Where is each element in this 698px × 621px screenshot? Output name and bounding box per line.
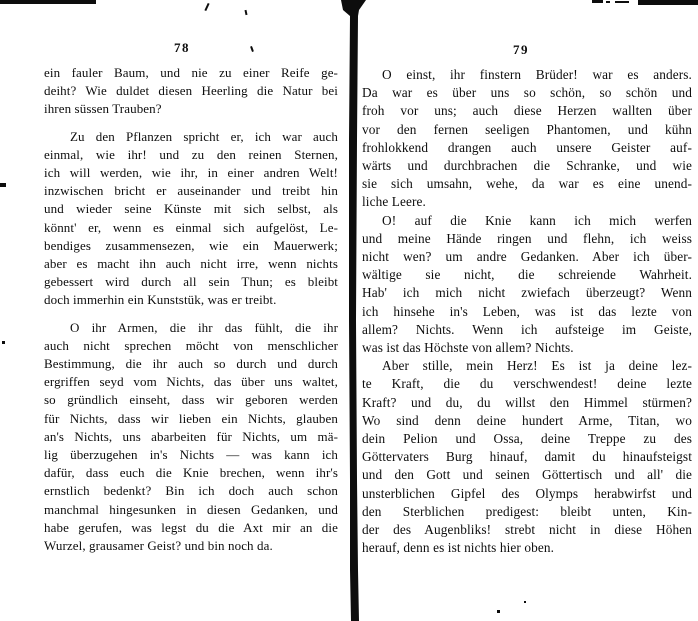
paragraph — [362, 357, 692, 557]
paragraph — [362, 212, 692, 358]
scan-artifact — [592, 0, 603, 3]
text-line: vor den fernen seeligen Phantomen, und kühn — [362, 121, 692, 137]
scan-artifact — [615, 1, 629, 3]
text-line: sie sich umsahn, wehe, da war es eine unend- — [362, 176, 692, 192]
scan-artifact — [2, 341, 5, 344]
text-line: bendiges zusammensezen, wie ein Mauerwerk; — [44, 237, 338, 253]
text-line: O einst, ihr finstern Brüder! war es anders. — [382, 67, 692, 82]
text-line: gebessert wird durch all sein Thun; es bleibt — [44, 274, 338, 290]
text-line: ernstlich bedenkt? Bin ich doch auch schon — [44, 483, 338, 499]
text-line: frohlokkend drangen auch unsere Geister auf- — [362, 139, 692, 155]
text-line: für Nichts, dass wir lieben ein Nichts, glauben — [44, 410, 338, 426]
text-line: und wieder seine Künste mit sich selbst, als — [44, 201, 338, 217]
text-line: doch immerhin ein Kunststük, was er treibt. — [44, 292, 277, 308]
text-line: manchmal hingesunken in diesen Gedanken, und — [44, 501, 338, 517]
paragraph — [44, 319, 338, 556]
scan-artifact — [0, 0, 96, 4]
scan-artifact — [0, 183, 6, 187]
text-line: ein fauler Baum, und nie zu einer Reife ge- — [44, 65, 338, 80]
text-line: lig überzugehen in's Nichts — was kann ich — [44, 447, 338, 463]
page-number: 78 — [174, 40, 190, 55]
page-number: 79 — [513, 42, 529, 57]
text-line: allem? Nichts. Wenn ich aufsteige im Geiste, — [362, 321, 692, 337]
scan-artifact — [638, 0, 698, 5]
text-line: Da war es über uns so schön, so schön und — [362, 85, 692, 101]
text-line: Göttervaters Burg hinauf, damit du hinaufsteigst — [362, 449, 692, 465]
text-line: froh vor uns; auch diese Herzen wallten über — [362, 103, 692, 119]
text-line: Aber stille, mein Herz! Es ist ja deine lez- — [382, 358, 692, 374]
text-line: der des Augenbliks! strebt nicht in diese Höhen — [362, 522, 692, 538]
text-line: te Kraft, die du verschwendest! deine lezte — [362, 376, 692, 392]
scan-artifact — [606, 1, 610, 3]
text-line: Wurzel, grausamer Geist? und bin noch da. — [44, 538, 273, 554]
text-line: herauf, denn es ist nichts hier oben. — [362, 540, 555, 556]
text-line: und meine Hände ringen und flehn, ich weiss — [362, 230, 692, 246]
paragraph — [44, 128, 338, 310]
text-line: Hab' ich mich nicht zwiefach überzeugt? Wenn — [362, 285, 692, 301]
text-line: so gründlich einseht, dass wir geboren werden — [44, 392, 338, 408]
page-text — [362, 66, 692, 557]
scan-artifact — [524, 601, 526, 603]
text-line: nicht wen? um andre Gedanken. Aber ich über- — [362, 249, 692, 265]
page-text — [44, 64, 338, 555]
text-line: ich will werden, wie ihr, in einer andren Welt! — [44, 165, 338, 181]
page-left — [44, 40, 338, 555]
text-line: Bestimmung, die ihr auch so durch und durch — [44, 356, 338, 372]
text-line: unsterblichen Gipfel des Olymps herabwirfst und — [362, 485, 692, 501]
text-line: auch nicht sprechen möcht von menschlicher — [44, 337, 338, 353]
text-line: den Sterblichen predigest: bleibt unten, Kin- — [362, 503, 692, 519]
text-line: an's Nichts, uns abarbeiten für Nichts, um mä- — [44, 428, 338, 444]
text-line: was ist das Höchste von allem? Nichts. — [362, 340, 574, 356]
text-line: dafür, dass euch die Knie brechen, wenn ihr's — [44, 465, 338, 481]
text-line: liche Leere. — [362, 194, 426, 210]
text-line: ergriffen seyd vom Nichts, das über uns waltet, — [44, 374, 338, 390]
text-line: O ihr Armen, die ihr das fühlt, die ihr — [70, 319, 338, 335]
text-line: Zu den Pflanzen spricht er, ich war auch — [70, 128, 338, 144]
text-line: inzwischen bricht er auseinander und treibt hin — [44, 183, 338, 199]
text-line: aber es macht ihn auch nicht irre, wenn nichts — [44, 256, 338, 272]
text-line: wältige sie nicht, die schreiende Wahrheit. — [362, 267, 692, 283]
text-line: Wo sind denn deine hundert Arme, Titan, wo — [362, 412, 692, 428]
text-line: dein Pelion und Ossa, deine Treppe zu des — [362, 431, 692, 447]
page-right — [362, 42, 692, 557]
scan-artifact — [497, 610, 500, 613]
paragraph — [44, 64, 338, 119]
text-line: habe gerufen, was legst du die Axt mir an die — [44, 519, 338, 535]
text-line: einmal, wie ihr! und zu den reinen Sternen, — [44, 146, 338, 162]
text-line: ihren süssen Trauben? — [44, 101, 162, 117]
paragraph — [362, 66, 692, 212]
text-line: und den Gott und seinen Göttertisch und all' die — [362, 467, 692, 483]
text-line: könnt' er, wenn es einmal sich aufgelöst, Le- — [44, 219, 338, 235]
text-line: O! auf die Knie kann ich mich werfen — [382, 212, 692, 228]
text-line: Kraft? und du, du willst den Himmel stürmen? — [362, 394, 692, 410]
text-line: ich hinsehe in's Leben, was ist das lezte von — [362, 303, 692, 319]
text-line: deiht? Wie duldet diesen Heerling die Natur bei — [44, 83, 338, 99]
text-line: wärts und durchbrachen die Schranke, und wie — [362, 158, 692, 174]
